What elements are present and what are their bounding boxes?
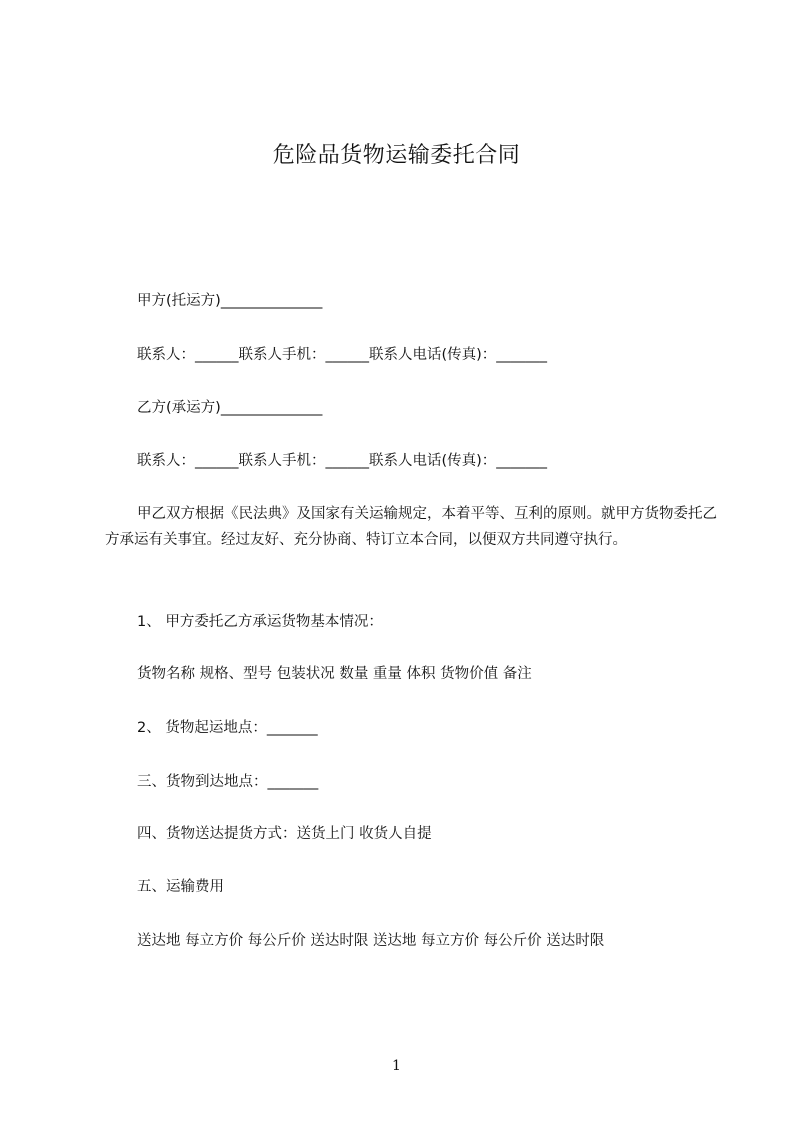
clause-1-heading: 1、 甲方委托乙方承运货物基本情况： xyxy=(137,614,383,630)
document-title: 危险品货物运输委托合同 xyxy=(272,143,521,168)
fee-columns-line: 送达地 每立方价 每公斤价 送达时限 送达地 每立方价 每公斤价 送达时限 xyxy=(137,933,605,949)
preamble-paragraph: 甲乙双方根据《民法典》及国家有关运输规定，本着平等、互利的原则。就甲方货物委托乙方承运有关事宜。经过友好、充分协商、特订立本合同，以便双方共同遵守执行。 xyxy=(105,506,717,548)
clause-4-delivery-method: 四、货物送达提货方式：送货上门 收货人自提 xyxy=(137,826,432,842)
party-a-line: 甲方(托运方)______________ xyxy=(137,293,323,309)
party-a-contact-line: 联系人：______联系人手机：______联系人电话(传真)：_______ xyxy=(137,347,548,363)
clause-3-destination: 三、货物到达地点：_______ xyxy=(137,774,319,790)
clause-2-origin: 2、 货物起运地点：_______ xyxy=(137,720,318,736)
clause-5-freight-heading: 五、运输费用 xyxy=(137,879,224,895)
page-number: 1 xyxy=(392,1058,401,1074)
goods-columns-line: 货物名称 规格、型号 包装状况 数量 重量 体积 货物价值 备注 xyxy=(137,666,532,682)
party-b-contact-line: 联系人：______联系人手机：______联系人电话(传真)：_______ xyxy=(137,453,548,469)
party-b-line: 乙方(承运方)______________ xyxy=(137,400,323,416)
